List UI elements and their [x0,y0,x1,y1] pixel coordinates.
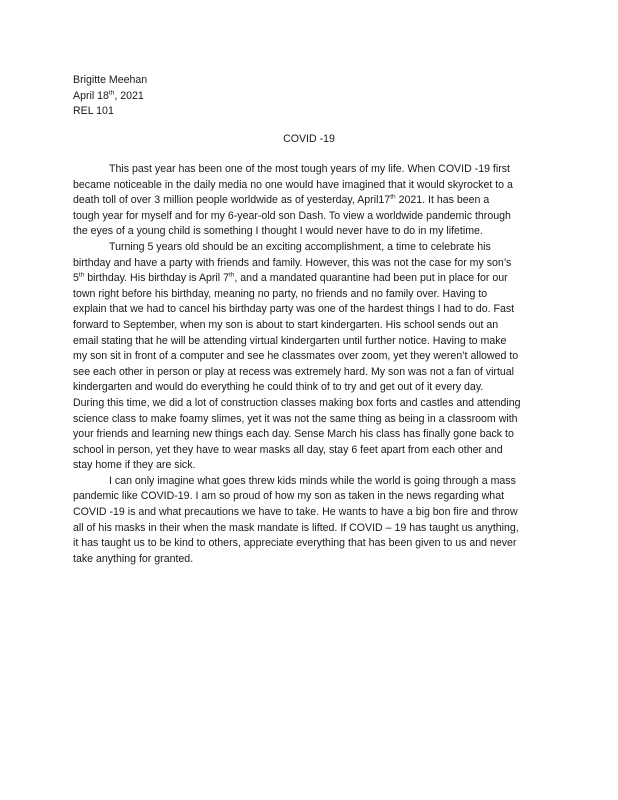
text-segment: birthday. His birthday is April 7 [84,272,229,285]
text-segment: pandemic like COVID-19. I am so proud of how my son as taken in the news regarding what [73,490,505,503]
course-code: REL 101 [73,105,114,118]
document-date [73,89,553,105]
paragraph [73,240,545,474]
text-line [73,521,545,537]
text-line [73,349,545,365]
text-line [73,396,545,412]
ordinal-suffix: th [390,193,396,201]
paragraph [73,162,545,240]
text-segment: Turning 5 years old should be an exciting accomplishment, a time to celebrate his [109,240,491,253]
text-line [73,302,545,318]
text-segment: the eyes of a young child is something I thought I would never have to do in my lifetime. [73,225,483,238]
text-line [73,178,545,194]
text-segment: became noticeable in the daily media no one would have imagined that it would skyrocket to a [73,178,513,191]
text-segment: email stating that he will be attending virtual kindergarten until further notice. Having to make [73,334,507,347]
text-line [73,318,545,334]
text-segment: I can only imagine what goes threw kids minds while the world is going through a mass [109,474,516,487]
text-segment: see each other in person or play at recess was extremely hard. My son was not a fan of virtual [73,365,515,378]
text-segment: , and a mandated quarantine had been put in place for our [234,272,508,285]
text-segment: it has taught us to be kind to others, appreciate everything that has been given to us and never [73,537,517,550]
text-segment: science class to make foamy slimes, yet it was not the same thing as being in a classroom with [73,412,518,425]
paragraph [73,474,545,568]
text-line [73,474,545,490]
text-segment: my son sit in front of a computer and see he classmates over zoom, yet they weren’t allowed to [73,350,519,363]
text-segment: death toll of over 3 million people worldwide as of yesterday, April17 [73,194,391,207]
text-segment: During this time, we did a lot of construction classes making box forts and castles and attending [73,396,521,409]
author-name: Brigitte Meehan [73,74,148,86]
ordinal-suffix: th [228,271,235,279]
text-segment: tough year for myself and for my 6-year-old son Dash. To view a worldwide pandemic through [73,209,511,222]
text-segment: school in person, yet they have to wear masks all day, stay 6 feet apart from each other and [73,443,503,456]
text-line [73,443,545,459]
text-segment: 2021. It has been a [395,194,490,207]
text-line [73,458,545,474]
text-line [73,271,545,287]
date-day: April 18 [73,89,109,102]
text-segment: explain that we had to cancel his birthday party was one of the hardest things I had to do. Fast [73,303,515,316]
text-segment: 5 [73,272,79,285]
text-line [73,162,545,178]
text-line [73,193,545,209]
text-segment: This past year has been one of the most tough years of my life. When COVID -19 first [109,163,510,175]
date-year: , 2021 [114,89,144,102]
date-ordinal-suffix: th [108,89,115,97]
text-line [73,412,545,428]
text-line [73,489,545,505]
text-segment: stay home if they are sick. [73,459,196,472]
text-line [73,365,545,381]
ordinal-suffix: th [78,271,85,279]
document-title: COVID -19 [283,133,335,145]
text-line [73,427,545,443]
text-line [73,287,545,303]
text-segment: take anything for granted. [73,552,194,565]
text-line [73,256,545,272]
text-segment: town right before his birthday, meaning no party, no friends and no family over. Having to [73,287,488,300]
text-line [73,380,545,396]
text-line [73,334,545,350]
text-segment: your friends and learning new things each day. Sense March his class has finally gone back to [73,428,514,441]
text-segment: forward to September, when my son is about to start kindergarten. His school sends out an [73,318,499,331]
text-line [73,240,545,256]
text-line [73,209,545,225]
essay-body [73,162,545,567]
text-segment: COVID -19 is and what precautions we have to take. He wants to have a big bon fire and throw [73,506,518,519]
document-header [73,73,553,120]
text-line [73,505,545,521]
text-line [73,552,545,568]
text-line [73,536,545,552]
text-segment: birthday and have a party with friends and family. However, this was not the case for my son’s [73,256,512,269]
text-line [73,224,545,240]
text-segment: all of his masks in their when the mask mandate is lifted. If COVID – 19 has taught us anything, [73,521,519,534]
text-segment: kindergarten and would do everything he could think of to try and get out of it every day. [73,381,484,394]
